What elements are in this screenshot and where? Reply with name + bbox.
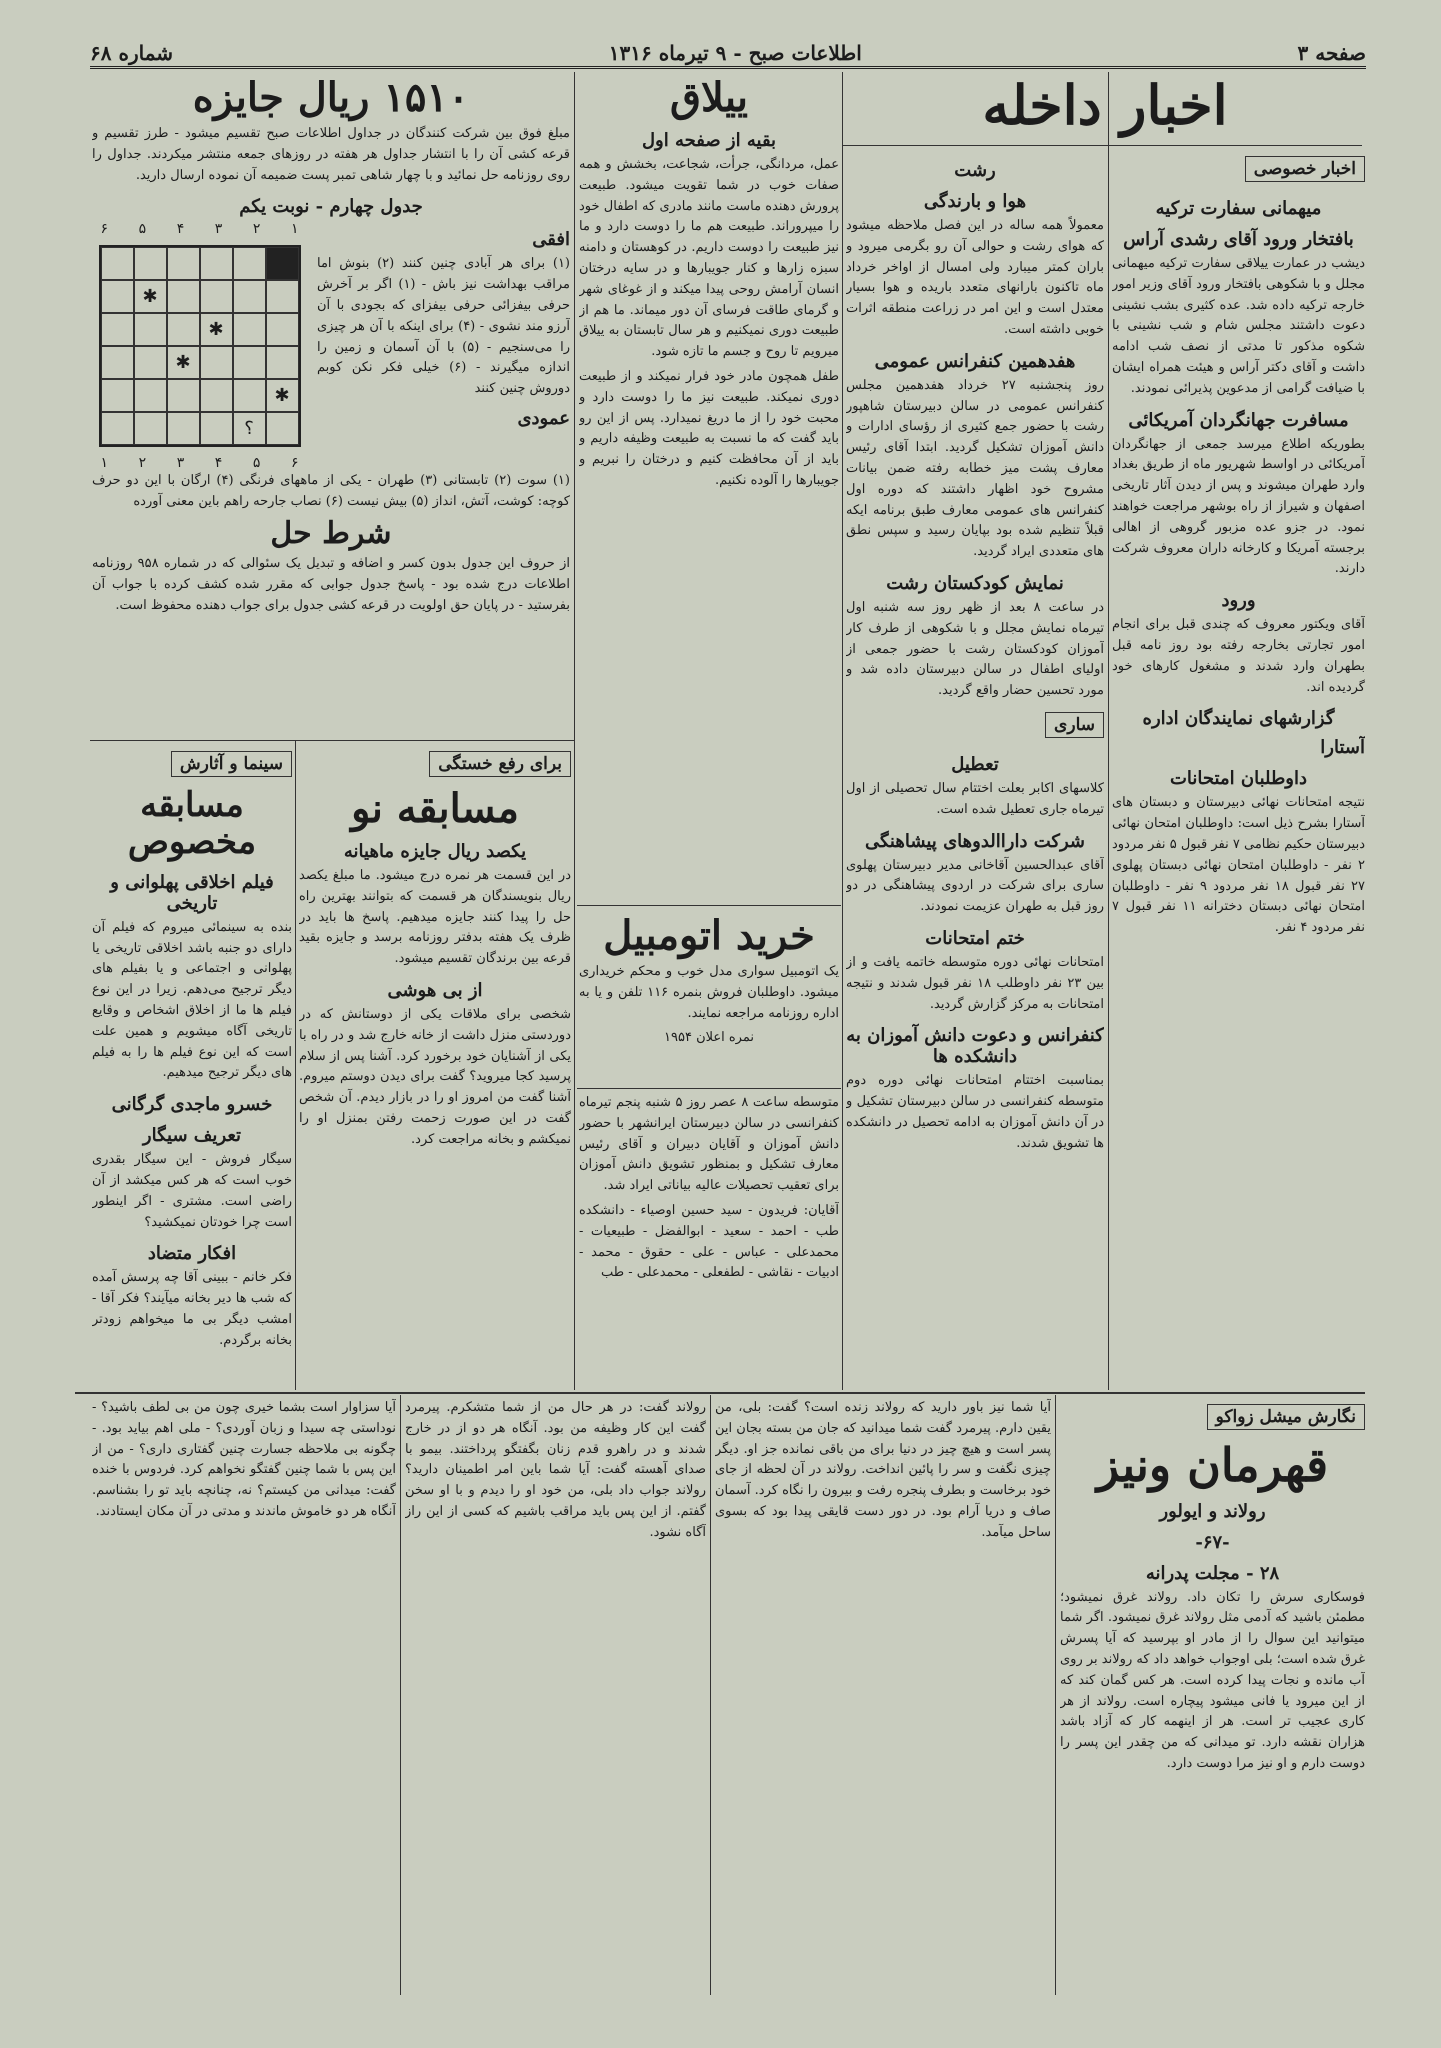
grid-cell[interactable]: ✱: [134, 280, 167, 313]
special-news-box: اخبار خصوصی: [1245, 156, 1365, 182]
grid-cell[interactable]: [266, 313, 299, 346]
puzzle-grid[interactable]: [99, 245, 301, 447]
column-rule: [1108, 72, 1109, 1390]
grid-cell[interactable]: [134, 346, 167, 379]
arrival-headline: ورود: [1221, 590, 1256, 612]
serial-column-3: [405, 1398, 706, 1998]
car-ad-title: خرید اتومبیل: [603, 912, 815, 959]
column-rule: [842, 72, 843, 1390]
grid-cell[interactable]: ✱: [266, 379, 299, 412]
column-rule: [1055, 1395, 1056, 1995]
puzzle-table-title: جدول چهارم - نوبت یکم: [239, 196, 423, 218]
contest-subtitle: یکصد ریال جایزه ماهیانه: [343, 841, 527, 862]
exams-body: امتحانات نهائی دوره متوسطه خاتمه یافت و از بین ۲۳ نفر داوطلب ۱۸ نفر قبول شدند و نتیجه امتحانات به مرکز گزارش گردید.: [846, 954, 1104, 1012]
turkey-subheadline: بافتخار ورود آقای رشدی آراس: [1123, 229, 1354, 250]
yeylagh-body-2: طفل همچون مادر خود فرار نمیکند و از طبیعت دوری نمیکند. طبیعت نیز ما را دوست دارد و محبت خود را از ما دریغ نمیدارد. پس از این رو باید گفت که ما نسبت به طبیعت وظیفه داریم و باید از آن محافظت کنیم و درختان را نبریم و جویبارها را آلوده نکنیم.: [579, 368, 839, 488]
grid-cell[interactable]: [101, 313, 134, 346]
serial-chapter: ۲۸ - مجلت پدرانه: [1145, 1562, 1280, 1584]
column-rule: [574, 72, 575, 1390]
opposites-headline: افکار متضاد: [147, 1243, 237, 1265]
serial-text-2: آیا شما نیز باور دارید که رولاند زنده است؟ گفت: بلی، من یقین دارم. پیرمرد گفت شما میدانید که جان من بسته بجان این پسر است و هیچ چیز در دنیا برای من باقی نمانده جز او. دیگر چیزی نگفت و سر را پائین انداخت. رولاند در آن لحظه از جای خود برخاست و بطرف پنجره رفت و بیرون را نگاه کرد. آسمان صاف و دریا آرام بود. در دور دست قایقی پیدا بود که بسوی ساحل میآمد.: [715, 1400, 1051, 1540]
grid-cell[interactable]: [134, 379, 167, 412]
page-header: [90, 40, 1366, 69]
car-ad: [579, 910, 839, 1085]
grid-number: ۵: [252, 455, 261, 472]
serial-number: -۶۷-: [1195, 1531, 1230, 1553]
grid-number: ۲: [138, 455, 147, 472]
cigarette-body: سیگار فروش - این سیگار بقدری خوب است که هر کس میکشد از آن راضی است. مشتری - اگر اینطور است چرا خودتان نمیکشید؟: [92, 1152, 292, 1230]
down-body: (۱) سوت (۲) تابستانی (۳) طهران - یکی از ماههای فرنگی (۴) ارگان با این دو حرف کوچه: کوشت، آتش، انداز (۵) بیش نیست (۶) نصاب جارحه راهم باین معنی آورده: [92, 473, 570, 510]
contest-box: برای رفع خستگی: [429, 751, 571, 777]
grid-cell[interactable]: [167, 412, 200, 445]
grid-number: ۱: [100, 455, 109, 472]
grid-cell[interactable]: [101, 412, 134, 445]
grid-cell[interactable]: [233, 379, 266, 412]
grid-number: ۴: [214, 455, 223, 472]
contest-column: [299, 745, 571, 1390]
reports-headline: گزارشهای نمایندگان اداره: [1142, 708, 1335, 730]
grid-cell[interactable]: [101, 379, 134, 412]
cinema-column: [92, 745, 292, 1390]
puzzle-title: ۱۵۱۰ ریال جایزه: [192, 74, 470, 121]
section-rule: [75, 1392, 1365, 1394]
grid-column-numbers: [101, 221, 299, 237]
students-headline: داوطلبان امتحانات: [1169, 768, 1307, 790]
grid-cell[interactable]: [101, 280, 134, 313]
car-ad-number: نمره اعلان ۱۹۵۴: [664, 1030, 754, 1046]
grid-cell[interactable]: [167, 379, 200, 412]
domestic-title: اخبار داخله: [982, 73, 1228, 137]
conference-body: روز پنجشنبه ۲۷ خرداد هفدهمین مجلس کنفرانس عمومی در سالن دبیرستان شاهپور رشت با حضور جمع کثیری از رؤسای ادارات و دانش آموزان تشکیل گردید. ابتدا آقای رئیس معارف پشت میز خطابه رفته ضمن بیانات مشروح خود اظهار داشتند که دوره اول کنفرانس های عمومی معارف طبق برنامه ایکه قبلاً تنظیم شده بود بپایان رسید و سپس نطق های متعددی ایراد گردید.: [846, 377, 1104, 560]
section-rule: [90, 740, 574, 741]
grid-cell[interactable]: [134, 247, 167, 280]
grid-cell[interactable]: [101, 346, 134, 379]
serial-text-4: آیا سزاوار است بشما خیری چون من بی لطف باشید؟ - نوداستی چه سیدا و زبان آوردی؟ - ملی اهم بیاید بود. - چگونه بی ملاحظه جسارت چنین گفتاری داری؟ - من از این پس با شما چنین گفتگو نخواهم کرد. فردوس با خنده گفت: میدانی من کیستم؟ نه، چنانچه باید تو را بشناسم. آنگاه هر دو خاموش ماندند و مدتی در آن مکان ایستادند.: [92, 1400, 396, 1519]
grid-cell[interactable]: [200, 412, 233, 445]
grid-cell[interactable]: [233, 346, 266, 379]
grid-row-numbers: [101, 455, 299, 471]
grid-number: ۶: [100, 221, 109, 238]
yeylagh-column: [579, 72, 839, 902]
grid-number: ۲: [252, 221, 261, 238]
puzzle-section: [92, 72, 570, 737]
exhibit-headline: نمایش کودکستان رشت: [886, 572, 1064, 594]
grid-cell[interactable]: [167, 280, 200, 313]
condition-head: شرط حل: [270, 515, 392, 551]
grid-cell[interactable]: [266, 247, 299, 280]
rasht-column: [846, 150, 1104, 1390]
grid-cell[interactable]: [134, 412, 167, 445]
contest-title: مسابقه نو: [351, 785, 519, 832]
masthead: اطلاعات صبح - ۹ تیرماه ۱۳۱۶: [608, 41, 862, 65]
notice-column: [579, 1093, 839, 1388]
condition-body: از حروف این جدول بدون کسر و اضافه و تبدیل یک سئوالی که در شماره ۹۵۸ روزنامه اطلاعات درج شده بود - پاسخ جدول جوابی که مقرر شده کشف کرده با جواب آن بفرستید - در پایان حق اولویت در قرعه کشی جدول برای جواب دهنده محفوظ است.: [92, 555, 570, 613]
grid-cell[interactable]: [167, 313, 200, 346]
story-body: شخصی برای ملاقات یکی از دوستانش که در دوردستی منزل داشت از خانه خارج شد و در راه با یکی از آشنایان خود برخورد کرد. آشنا پس از سلام پرسید کجا میروید؟ گفت برای دیدن دوستم میروم. آشنا گفت من امروز او را در بازار دیدم. آن شخص گفت در این صورت زحمت رفتن بمنزل او را نمیکشم و بخانه مراجعت کرد.: [299, 1006, 571, 1147]
across-head: افقی: [532, 229, 570, 251]
story-headline: از بی هوشی: [387, 979, 483, 1001]
weather-body: معمولاً همه ساله در این فصل ملاحظه میشود که هوای رشت و حوالی آن رو بگرمی میرود و باران کمتر میبارد ولی امسال از اواخر خرداد ماه تاکنون بارانهای متعدد باریده و هوا بسیار معتدل است و این امر در زراعت منطقه اثرات خوبی داشته است.: [846, 218, 1104, 337]
closure-headline: تعطیل: [951, 753, 999, 775]
contest-body: در این قسمت هر نمره درج میشود. ما مبلغ یکصد ریال بنویسندگان هر قسمت که بتوانند بهترین راه حل را پیدا کنند جایزه میدهیم. پاسخ ها باید در ظرف یک هفته بدفتر روزنامه برسد و جایزه بقید قرعه بین برندگان تقسیم میشود.: [299, 868, 571, 967]
down-head: عمودی: [517, 407, 570, 429]
section-rule: [577, 905, 841, 906]
grid-number: ۵: [138, 221, 147, 238]
conference-headline: هفدهمین کنفرانس عمومی: [874, 350, 1076, 372]
weather-headline: هوا و بارندگی: [923, 191, 1027, 212]
grid-cell[interactable]: ✱: [167, 346, 200, 379]
rasht-headline: رشت: [954, 160, 996, 181]
grid-cell[interactable]: [233, 313, 266, 346]
cinema-body: بنده به سینمائی میروم که فیلم آن دارای دو جنبه باشد اخلاقی تاریخی یا پهلوانی و اجتماعی و یا بفیلم های دیگر ترجیح می‌دهم. زیرا در این نوع فیلم ها ما از اخلاق اشخاص و وقایع تاریخی آگاه میشویم و همین علت است که این نوع فیلم ها را به فیلم های دیگر ترجیح میدهیم.: [92, 919, 292, 1081]
grid-cell[interactable]: [266, 346, 299, 379]
across-body: (۱) برای هر آبادی چنین کنند (۲) بنوش اما مراقب بهداشت نیز باش - (۱) اگر بر آخرش حرفی بیفزائی حرفی بیفزای که بجودی با آن آرزو مند نشوی - (۴) برای اینکه با آن هر چیزی را می‌سنجیم - (۵) با آن آسمان و زمین را اندازه میگیرند - (۶) خیلی فکر نکن کوبم دوروش چنین کنند: [317, 256, 570, 397]
puzzle-intro: مبلغ فوق بین شرکت کنندگان در جداول اطلاعات صبح تقسیم میشود - طرز تقسیم و قرعه کشی آن را با انتشار جداول هر هفته در روزهای جمعه منتشر میکردند. جداول را روی روزنامه حل نمائید و با چهار شاهی تمبر پست ضمیمه آن نموده ارسال دارید.: [92, 126, 570, 183]
section-rule: [842, 145, 1362, 146]
serial-text-3: رولاند گفت: در هر حال من از شما متشکرم. پیرمرد گفت این کار وظیفه من بود. آنگاه هر دو از در خارج شدند و در راهرو قدم زنان بگفتگو پرداختند. بیمو با صدای آهسته گفت: آیا شما باین امر اطمینان دارید؟ رولاند جواب داد بلی، من خود او را دیدم و با او سخن گفتم. از این پس باید مراقب باشیم که کسی از این راز آگاه نشود.: [405, 1400, 706, 1540]
turkey-headline: میهمانی سفارت ترکیه: [1155, 198, 1322, 219]
tourists-body: بطوریکه اطلاع میرسد جمعی از جهانگردان آمریکائی در اواسط شهریور ماه از طریق بغداد وارد طهران میشوند و پس از دیدن آثار تاریخی اصفهان و شیراز از راه بوشهر مراجعت خواهند نمود. در جزو عده مزبور گروهی از اهالی برجسته آمریکا و کارخانه داران معروف شرکت دارند.: [1112, 436, 1365, 577]
serial-column-4: [92, 1398, 396, 1998]
turkey-body: دیشب در عمارت ییلاقی سفارت ترکیه میهمانی مجلل و با شکوهی بافتخار ورود آقای وزیر امور خارجه ترکیه داده شد. عده کثیری بشب نشینی دعوت داشتند مجلس شام و شب نشینی با شکوه مذکور تا مدتی از نصف شب ادامه داشت و آقای دکتر آراس و هیئت همراه ایشان با ضیافت گرامی از مدعوین پذیرائی نمودند.: [1112, 256, 1365, 396]
serial-title: قهرمان ونیز: [1096, 1438, 1329, 1492]
cigarette-headline: تعریف سیگار: [142, 1125, 242, 1147]
section-rule: [577, 1088, 841, 1089]
grid-cell[interactable]: [233, 247, 266, 280]
grid-cell[interactable]: [167, 247, 200, 280]
grid-cell[interactable]: [200, 247, 233, 280]
grid-cell[interactable]: [200, 346, 233, 379]
column-rule: [400, 1395, 401, 1995]
domestic-column: [1112, 150, 1365, 1390]
yeylagh-subtitle: بقیه از صفحه اول: [641, 130, 777, 151]
issue-number: شماره ۶۸: [90, 41, 174, 65]
serial-column-1: [1060, 1398, 1365, 1998]
grid-cell[interactable]: [200, 379, 233, 412]
students-body: نتیجه امتحانات نهائی دبیرستان و دبستان های آستارا بشرح ذیل است: داوطلبان امتحان نهائی دبیرستان حکیم نظامی ۷ نفر قبول ۵ نفر مردود ۲ نفر - داوطلبان امتحان نهائی دبستان پهلوی ۲۷ نفر قبول ۱۸ نفر مردود ۹ نفر - داوطلبان امتحان نهائی دبستان دخترانه ۱۱ نفر قبول ۷ نفر مردود ۴ نفر.: [1112, 795, 1365, 936]
serial-box: نگارش میشل زواکو: [1207, 1404, 1365, 1430]
grid-number: ۶: [290, 455, 299, 472]
domestic-title-area: [845, 72, 1365, 144]
car-ad-body: یک اتومبیل سواری مدل خوب و محکم خریداری میشود. داوطلبان فروش بنمره ۱۱۶ تلفن و یا به اداره روزنامه مراجعه نمایند.: [579, 964, 839, 1021]
grid-cell[interactable]: [200, 280, 233, 313]
cinema-box: سینما و آثارش: [171, 751, 292, 777]
lecture-headline: کنفرانس و دعوت دانش آموزان به دانشکده ها: [846, 1025, 1104, 1068]
serial-text-1: فوسکاری سرش را تکان داد. رولاند غرق نمیشود؛ مطمئن باشید که آدمی مثل رولاند غرق نمیشود. اگر شما میتوانید این سوال را از مادر او بپرسید که آیا پسرش غرق شده است؛ بلی اوجواب خواهد داد که رولاند بر روی آب مانده و نجات پیدا کرده است. هر کس گمان کند که از این میرود یا فانی میشود پیچاره است. رولاند از هر کاری عجیب تر است. هر از اینهمه کار که آزاد باشد هزاران نقشه دارد. تو میدانی که من چقدر این پسر را دوست دارم و او نیز مرا دوست دارد.: [1060, 1589, 1365, 1771]
grid-number: ۳: [176, 455, 185, 472]
grid-cell[interactable]: [134, 313, 167, 346]
column-rule: [710, 1395, 711, 1995]
exams-headline: ختم امتحانات: [925, 927, 1025, 949]
opposites-body: فکر خانم - ببینی آقا چه پرسش آمده که شب ها دیر بخانه میآیند؟ فکر آقا - امشب دیگر بی ما میخواهم زودتر بخانه برگردم.: [92, 1270, 292, 1348]
astara-headline: آستارا: [1320, 737, 1365, 759]
cinema-title: مسابقه مخصوص: [127, 785, 257, 863]
cinema-subtitle: فیلم اخلاقی پهلوانی و تاریخی: [110, 871, 274, 914]
closure-body: کلاسهای اکابر بعلت اختتام سال تحصیلی از اول تیرماه جاری تعطیل شده است.: [846, 780, 1104, 817]
grid-number: ۱: [290, 221, 299, 238]
grid-number: ۳: [214, 221, 223, 238]
company-body: آقای عبدالحسین آقاخانی مدیر دبیرستان پهلوی ساری برای شرکت در اردوی پیشاهنگی در دو روز قبل به طهران عزیمت نمودند.: [846, 857, 1104, 915]
grid-cell[interactable]: [101, 247, 134, 280]
column-rule: [295, 740, 296, 1390]
notice-body: متوسطه ساعت ۸ عصر روز ۵ شنبه پنجم تیرماه کنفرانسی در سالن دبیرستان ایرانشهر با حضور دانش آموزان و آقایان دبیران و آقای رئیس معارف تشکیل و بمنظور تشویق دانش آموزان برای تعقیب تحصیلات عالیه بیاناتی ایراد شد.: [579, 1095, 839, 1194]
tourists-headline: مسافرت جهانگردان آمریکائی: [1128, 409, 1349, 431]
grid-cell[interactable]: ؟: [233, 412, 266, 445]
notice-names: آقایان: فریدون - سید حسین اوصیاء - دانشکده طب - احمد - سعید - ابوالفضل - طبیعیات - محمدعلی - عباس - علی - حقوق - محمد - ادبیات - نقاشی - لطفعلی - محمدعلی - طب: [579, 1202, 839, 1281]
page-number: صفحه ۳: [1297, 41, 1366, 65]
serial-subtitle: رولاند و ایولور: [1159, 1500, 1266, 1522]
puzzle-grid-area: [92, 221, 307, 471]
grid-cell[interactable]: [233, 280, 266, 313]
exhibit-body: در ساعت ۸ بعد از ظهر روز سه شنبه اول تیرماه نمایش مجلل و با شکوهی از طرف کار آموزان کودکستان رشت با حضور جمعی از اولیای اطفال در سالن دبیرستان داده شد و مورد تحسین حضار واقع گردید.: [846, 599, 1104, 699]
grid-cell[interactable]: [266, 412, 299, 445]
grid-number: ۴: [176, 221, 185, 238]
arrival-body: آقای ویکتور معروف که چندی قبل برای انجام امور تجارتی بخارجه رفته بود روز نامه قبل بطهران وارد شدند و مشغول کارهای خود گردیده اند.: [1112, 617, 1365, 695]
yeylagh-title: ییلاق: [669, 74, 749, 121]
yeylagh-body: عمل، مردانگی، جرأت، شجاعت، بخشش و همه صفات خوب در شما تقویت میشود. طبیعت پرورش دهنده ماست مانند مادری که اطفال خود را میپروراند. طبیعت هم ما را دوست دارد و ما نیز طبیعت را دوست داریم. در کوهستان و دامنه سبزه زارها و کنار جویبارها و در سایه درختان انسان آرامش روحی پیدا میکند و از غوغای شهر و گرمای طاقت فرسای آن دور میماند. ما هم از طبیعت دوری نمیکنیم و هر سال تابستان به ییلاق میرویم تا روح و جسم ما تازه شود.: [579, 157, 839, 360]
grid-cell[interactable]: [266, 280, 299, 313]
cinema-signature: خسرو ماجدی گرگانی: [111, 1094, 273, 1116]
sari-box: ساری: [1045, 712, 1104, 738]
lecture-body: بمناسبت اختتام امتحانات نهائی دوره دوم متوسطه کنفرانسی در سالن دبیرستان تشکیل و در آن دانش آموزان به ادامه تحصیل در دانشکده ها تشویق شدند.: [846, 1073, 1104, 1151]
serial-column-2: [715, 1398, 1051, 1998]
company-headline: شرکت داراالدوهای پیشاهنگی: [864, 830, 1086, 852]
grid-cell[interactable]: ✱: [200, 313, 233, 346]
